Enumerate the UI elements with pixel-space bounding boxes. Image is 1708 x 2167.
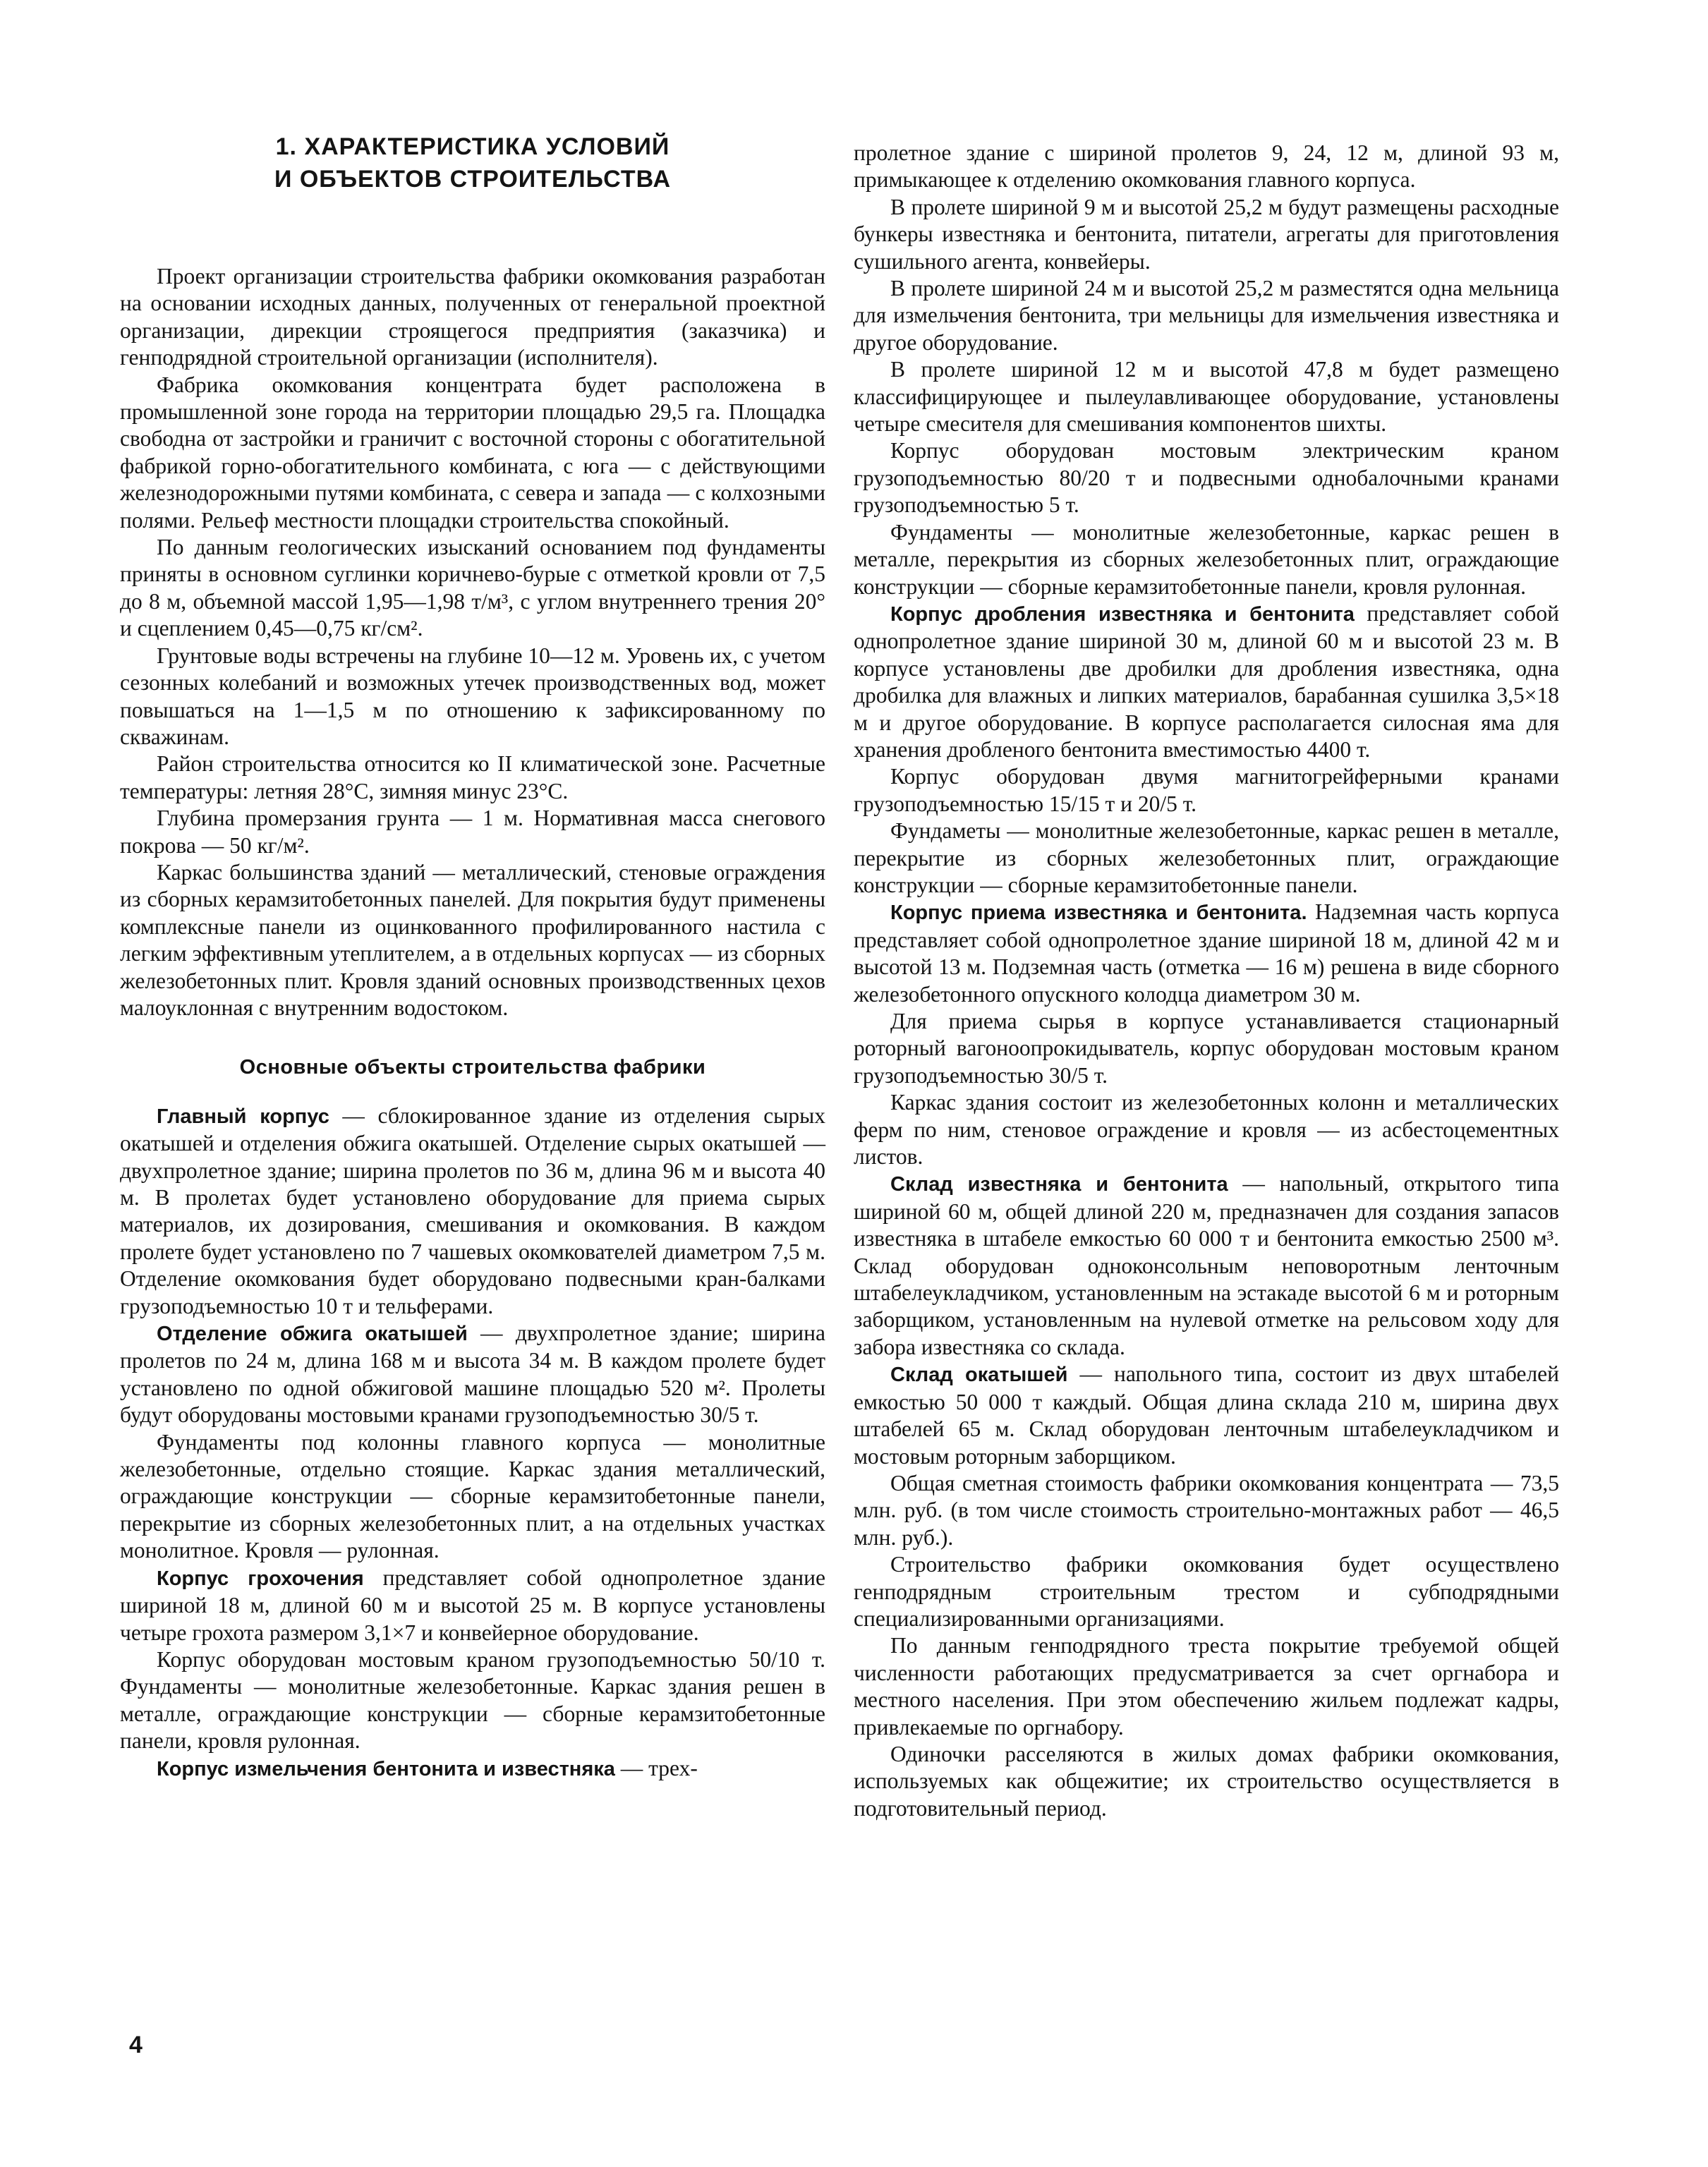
paragraph-span-24: В пролете шириной 24 м и высотой 25,2 м разместятся одна мельница для измельчения бентонита, три мельницы для измельчения известняка и другое оборудование. bbox=[854, 276, 1559, 355]
paragraph-geology: По данным геологических изысканий основанием под фундаменты приняты в основном суглинки коричнево-бурые с отметкой кровли от 7,5 до 8 м, объемной массой 1,95—1,98 т/м³, с углом внутреннего трения 20° и сцеплением 0,45—0,75 кг/см². bbox=[120, 535, 825, 641]
page-number: 4 bbox=[129, 2032, 143, 2058]
grinding-text: — трех- bbox=[614, 1755, 698, 1780]
paragraph-climate: Район строительства относится ко II климатической зоне. Расчетные температуры: летняя 28°С, зимняя минус 23°С. bbox=[120, 751, 825, 803]
paragraph-span-12: В пролете шириной 12 м и высотой 47,8 м будет размещено классифицирующее и пылеулавливающее оборудование, установлены четыре смесителя для смешивания компонентов шихты. bbox=[854, 357, 1559, 437]
receiving-text: Надземная часть корпуса представляет собой однопролетное здание шириной 18 м, длиной 42 м и высотой 13 м. Подземная часть (отметка — 16 м) решена в виде сборного железобетонного опускного колодца диаметром 30 м. bbox=[854, 899, 1559, 1007]
main-building-text: — сблокированное здание из отделения сырых окатышей и отделения обжига окатышей. Отделение сырых окатышей — двухпролетное здание; ширина пролетов по 36 м, длина 96 м и высота 40 м. В пролетах будет установлено оборудование для приема сырых материалов, их дозирования, смешивания и окомкования. В каждом пролете будет установлено по 7 чашевых окомкователей диаметром 7,5 м. Отделение окомкования будет оборудовано подвесными кран-балками грузоподъемностью 10 т и тельферами. bbox=[120, 1103, 825, 1318]
paragraph-foundations: Фундаменты под колонны главного корпуса — монолитные железобетонные, отдельно стоящие. Каркас здания металлический, ограждающие конструкции — сборные керамзитобетонные панели, перекрытие из сборных железобетонных плит, а на отдельных участках монолитное. Кровля — рулонная. bbox=[120, 1429, 825, 1563]
chapter-title-line-1: 1. ХАРАКТЕРИСТИКА УСЛОВИЙ bbox=[275, 133, 670, 160]
section-title: Основные объекты строительства фабрики bbox=[239, 1056, 706, 1079]
paragraph-limestone-store bbox=[854, 1170, 1559, 1361]
crushing-heading: Корпус дробления известняка и бентонита bbox=[890, 602, 1355, 626]
right-column bbox=[854, 140, 1559, 1822]
paragraph-frost: Глубина промерзания грунта — 1 м. Нормативная масса снегового покрова — 50 кг/м². bbox=[120, 806, 825, 858]
paragraph-site: Фабрика окомкования концентрата будет расположена в промышленной зоне города на территории площадью 29,5 га. Площадка свободна от застройки и граничит с восточной стороны с обогатительной фабрикой горно-обогатительного комбината, с юга — с действующими железнодорожными путями комбината, с севера и запада — с колхозными полями. Рельеф местности площадки строительства спокойный. bbox=[120, 372, 825, 533]
chapter-title bbox=[120, 130, 825, 195]
paragraph-crushing-cranes: Корпус оборудован двумя магнитогрейферными кранами грузоподъемностью 15/15 т и 20/5 т. bbox=[854, 764, 1559, 816]
paragraph-housing: Одиночки расселяются в жилых домах фабрики окомкования, используемых как общежитие; их строительство осуществляется в подготовительный период. bbox=[854, 1741, 1559, 1821]
paragraph-staff: По данным генподрядного треста покрытие требуемой общей численности работающих предусматривается за счет оргнабора и местного населения. При этом обеспечению жильем подлежат кадры, привлекаемые по оргнабору. bbox=[854, 1633, 1559, 1740]
screening-heading: Корпус грохочения bbox=[157, 1567, 364, 1590]
grinding-heading: Корпус измельчения бентонита и известняка bbox=[157, 1757, 615, 1780]
screening-text: представляет собой однопролетное здание шириной 18 м, длиной 60 м и высотой 25 м. В корпусе установлены четыре грохота размером 3,1×7 и конвейерное оборудование. bbox=[120, 1565, 825, 1645]
paragraph-receiving-equipment: Для приема сырья в корпусе устанавливается стационарный роторный вагоноопрокидыватель, корпус оборудован мостовым краном грузоподъемностью 30/5 т. bbox=[854, 1009, 1559, 1088]
paragraph-main-building bbox=[120, 1103, 825, 1320]
left-column bbox=[120, 130, 825, 1783]
pellet-store-heading: Склад окатышей bbox=[890, 1364, 1068, 1387]
crushing-text: представляет собой однопролетное здание шириной 30 м, длиной 60 м и высотой 23 м. В корпусе установлены две дробилки для дробления известняка, одна дробилка для влажных и липких материалов, барабанная сушилка 3,5×18 м и другое оборудование. В корпусе располагается силосная яма для хранения дробленого бентонита вместимостью 4400 т. bbox=[854, 600, 1559, 762]
paragraph-span-9: В пролете шириной 9 м и высотой 25,2 м будут размещены расходные бункеры известняка и бентонита, питатели, агрегаты для приготовления сушильного агента, конвейеры. bbox=[854, 194, 1559, 274]
paragraph-grinding-cont: пролетное здание с шириной пролетов 9, 24, 12 м, длиной 93 м, примыкающее к отделению окомкования главного корпуса. bbox=[854, 140, 1559, 193]
paragraph-grinding-foundations: Фундаменты — монолитные железобетонные, каркас решен в металле, перекрытия из сборных железобетонных плит, ограждающие конструкции — сборные керамзитобетонные панели, кровля рулонная. bbox=[854, 519, 1559, 599]
main-building-heading: Главный корпус bbox=[157, 1105, 329, 1128]
paragraph-intro: Проект организации строительства фабрики окомкования разработан на основании исходных данных, полученных от генеральной проектной организации, дирекции строящегося предприятия (заказчика) и генподрядной строительной организации (исполнителя). bbox=[120, 264, 825, 370]
paragraph-receiving bbox=[854, 899, 1559, 1008]
paragraph-receiving-frame: Каркас здания состоит из железобетонных колонн и металлических ферм по ним, стеновое ограждение и кровля — из асбестоцементных листов. bbox=[854, 1090, 1559, 1170]
chapter-title-line-2: И ОБЪЕКТОВ СТРОИТЕЛЬСТВА bbox=[274, 166, 672, 193]
paragraph-groundwater: Грунтовые воды встречены на глубине 10—12 м. Уровень их, с учетом сезонных колебаний и возможных утечек производственных вод, может повышаться на 1—1,5 м по отношению к зафиксированному по скважинам. bbox=[120, 643, 825, 749]
paragraph-cost: Общая сметная стоимость фабрики окомкования концентрата — 73,5 млн. руб. (в том числе стоимость строительно-монтажных работ — 46,5 млн. руб.). bbox=[854, 1470, 1559, 1550]
pellet-store-text: — напольного типа, состоит из двух штабелей емкостью 50 000 т каждый. Общая длина склада 210 м, ширина двух штабелей 65 м. Склад оборудован ленточным штабелеукладчиком и мостовым роторным заборщиком. bbox=[854, 1361, 1560, 1469]
limestone-store-heading: Склад известняка и бентонита bbox=[890, 1173, 1228, 1196]
firing-heading: Отделение обжига окатышей bbox=[157, 1323, 468, 1346]
paragraph-contractors: Строительство фабрики окомкования будет осуществлено генподрядным строительным трестом и субподрядными специализированными организациями. bbox=[854, 1552, 1559, 1631]
paragraph-grinding-cranes: Корпус оборудован мостовым электрическим краном грузоподъемностью 80/20 т и подвесными однобалочными кранами грузоподъемностью 5 т. bbox=[854, 438, 1559, 518]
paragraph-screening-crane: Корпус оборудован мостовым краном грузоподъемностью 50/10 т. Фундаменты — монолитные железобетонные. Каркас здания решен в металле, ограждающие конструкции — сборные керамзитобетонные панели, кровля рулонная. bbox=[120, 1646, 825, 1754]
paragraph-screening bbox=[120, 1565, 825, 1646]
paragraph-frame: Каркас большинства зданий — металлический, стеновые ограждения из сборных керамзитобетонных панелей. Для покрытия будут применены комплексные панели из оцинкованного профилированного настила с легким эффективным утеплителем, а в отдельных корпусах — из сборных железобетонных плит. Кровля зданий основных производственных цехов малоуклонная с внутренним водостоком. bbox=[120, 859, 825, 1020]
limestone-store-text: — напольный, открытого типа шириной 60 м, общей длиной 220 м, предназначен для создания запасов известняка в штабеле емкостью 60 000 т и бентонита емкостью 2500 м³. Склад оборудован одноконсольным неповоротным ленточным штабелеукладчиком, установленным на эстакаде высотой 6 м и роторным заборщиком, установленным на нулевой отметке на рельсовом ходу для забора известняка со склада. bbox=[854, 1171, 1559, 1359]
receiving-heading: Корпус приема известняка и бентонита. bbox=[890, 902, 1307, 925]
paragraph-crushing bbox=[854, 600, 1559, 763]
paragraph-pellet-store bbox=[854, 1361, 1559, 1470]
paragraph-grinding bbox=[120, 1755, 825, 1783]
paragraph-crushing-foundations: Фундаметы — монолитные железобетонные, каркас решен в металле, перекрытие из сборных железобетонных плит, ограждающие конструкции — сборные керамзитобетонные панели. bbox=[854, 818, 1559, 897]
paragraph-firing bbox=[120, 1320, 825, 1429]
firing-text: — двухпролетное здание; ширина пролетов по 24 м, длина 168 м и высота 34 м. В каждом пролете будет установлено по одной обжиговой машине площадью 520 м². Пролеты будут оборудованы мостовыми кранами грузоподъемностью 30/5 т. bbox=[120, 1321, 825, 1428]
